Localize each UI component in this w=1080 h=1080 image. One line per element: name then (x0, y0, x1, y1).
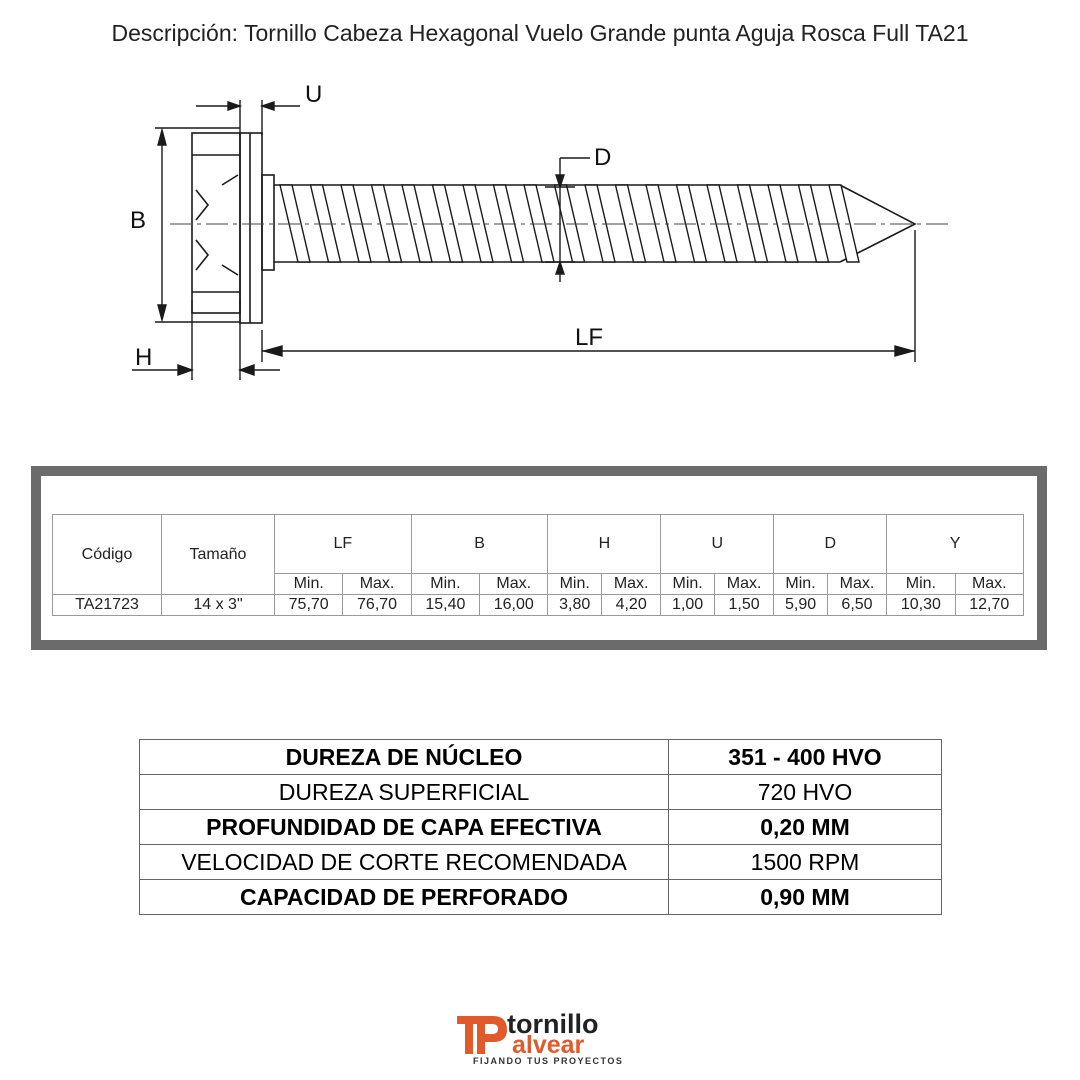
min-label: Min. (275, 574, 343, 595)
spec-table (52, 514, 1024, 616)
cell-codigo: TA21723 (53, 595, 162, 616)
cell-u-min: 1,00 (661, 595, 715, 616)
dimension-u (196, 100, 300, 135)
cell-lf-max: 76,70 (343, 595, 411, 616)
max-label: Max. (601, 574, 660, 595)
label-lf: LF (575, 324, 604, 351)
property-name: VELOCIDAD DE CORTE RECOMENDADA (140, 845, 669, 880)
label-h: H (135, 344, 153, 371)
header-u: U (661, 515, 774, 574)
header-tamano: Tamaño (162, 515, 275, 595)
label-d: D (594, 144, 612, 171)
property-value: 0,20 MM (669, 810, 942, 845)
table-row (140, 775, 942, 810)
header-lf: LF (275, 515, 412, 574)
cell-tamano: 14 x 3" (162, 595, 275, 616)
flange-outline (240, 133, 262, 323)
label-u: U (305, 81, 323, 108)
logo-mark-icon (455, 1012, 511, 1058)
properties-table (139, 739, 942, 915)
table-row (140, 880, 942, 915)
max-label: Max. (955, 574, 1023, 595)
max-label: Max. (827, 574, 886, 595)
cell-y-min: 10,30 (887, 595, 955, 616)
cell-y-max: 12,70 (955, 595, 1023, 616)
cell-h-min: 3,80 (548, 595, 602, 616)
logo-text-alvear: alvear (512, 1031, 585, 1059)
dimension-h (132, 300, 280, 380)
header-codigo: Código (53, 515, 162, 595)
label-b: B (130, 207, 147, 234)
min-label: Min. (411, 574, 479, 595)
header-h: H (548, 515, 661, 574)
table-row (140, 845, 942, 880)
logo-text-tornillo: tornillo (507, 1009, 599, 1039)
page-title: Descripción: Tornillo Cabeza Hexagonal Vuelo Grande punta Aguja Rosca Full TA21 (111, 20, 969, 46)
table-row (140, 740, 942, 775)
property-name: CAPACIDAD DE PERFORADO (140, 880, 669, 915)
hex-head-outline (192, 133, 240, 313)
property-name: DUREZA DE NÚCLEO (140, 740, 669, 775)
cell-b-min: 15,40 (411, 595, 479, 616)
min-label: Min. (661, 574, 715, 595)
property-name: PROFUNDIDAD DE CAPA EFECTIVA (140, 810, 669, 845)
property-value: 0,90 MM (669, 880, 942, 915)
header-d: D (774, 515, 887, 574)
property-value: 720 HVO (669, 775, 942, 810)
screw-technical-drawing (0, 0, 1080, 460)
property-value: 1500 RPM (669, 845, 942, 880)
max-label: Max. (343, 574, 411, 595)
max-label: Max. (480, 574, 548, 595)
property-value: 351 - 400 HVO (669, 740, 942, 775)
cell-lf-min: 75,70 (275, 595, 343, 616)
cell-d-min: 5,90 (774, 595, 828, 616)
min-label: Min. (887, 574, 955, 595)
brand-logo (455, 1010, 630, 1070)
min-label: Min. (548, 574, 602, 595)
table-row (140, 810, 942, 845)
cell-d-max: 6,50 (827, 595, 886, 616)
cell-h-max: 4,20 (601, 595, 660, 616)
min-label: Min. (774, 574, 828, 595)
logo-tagline: FIJANDO TUS PROYECTOS (473, 1056, 624, 1066)
header-b: B (411, 515, 548, 574)
header-y: Y (887, 515, 1024, 574)
dimension-b (155, 128, 240, 322)
property-name: DUREZA SUPERFICIAL (140, 775, 669, 810)
cell-u-max: 1,50 (714, 595, 773, 616)
table-row (53, 595, 1024, 616)
cell-b-max: 16,00 (480, 595, 548, 616)
max-label: Max. (714, 574, 773, 595)
